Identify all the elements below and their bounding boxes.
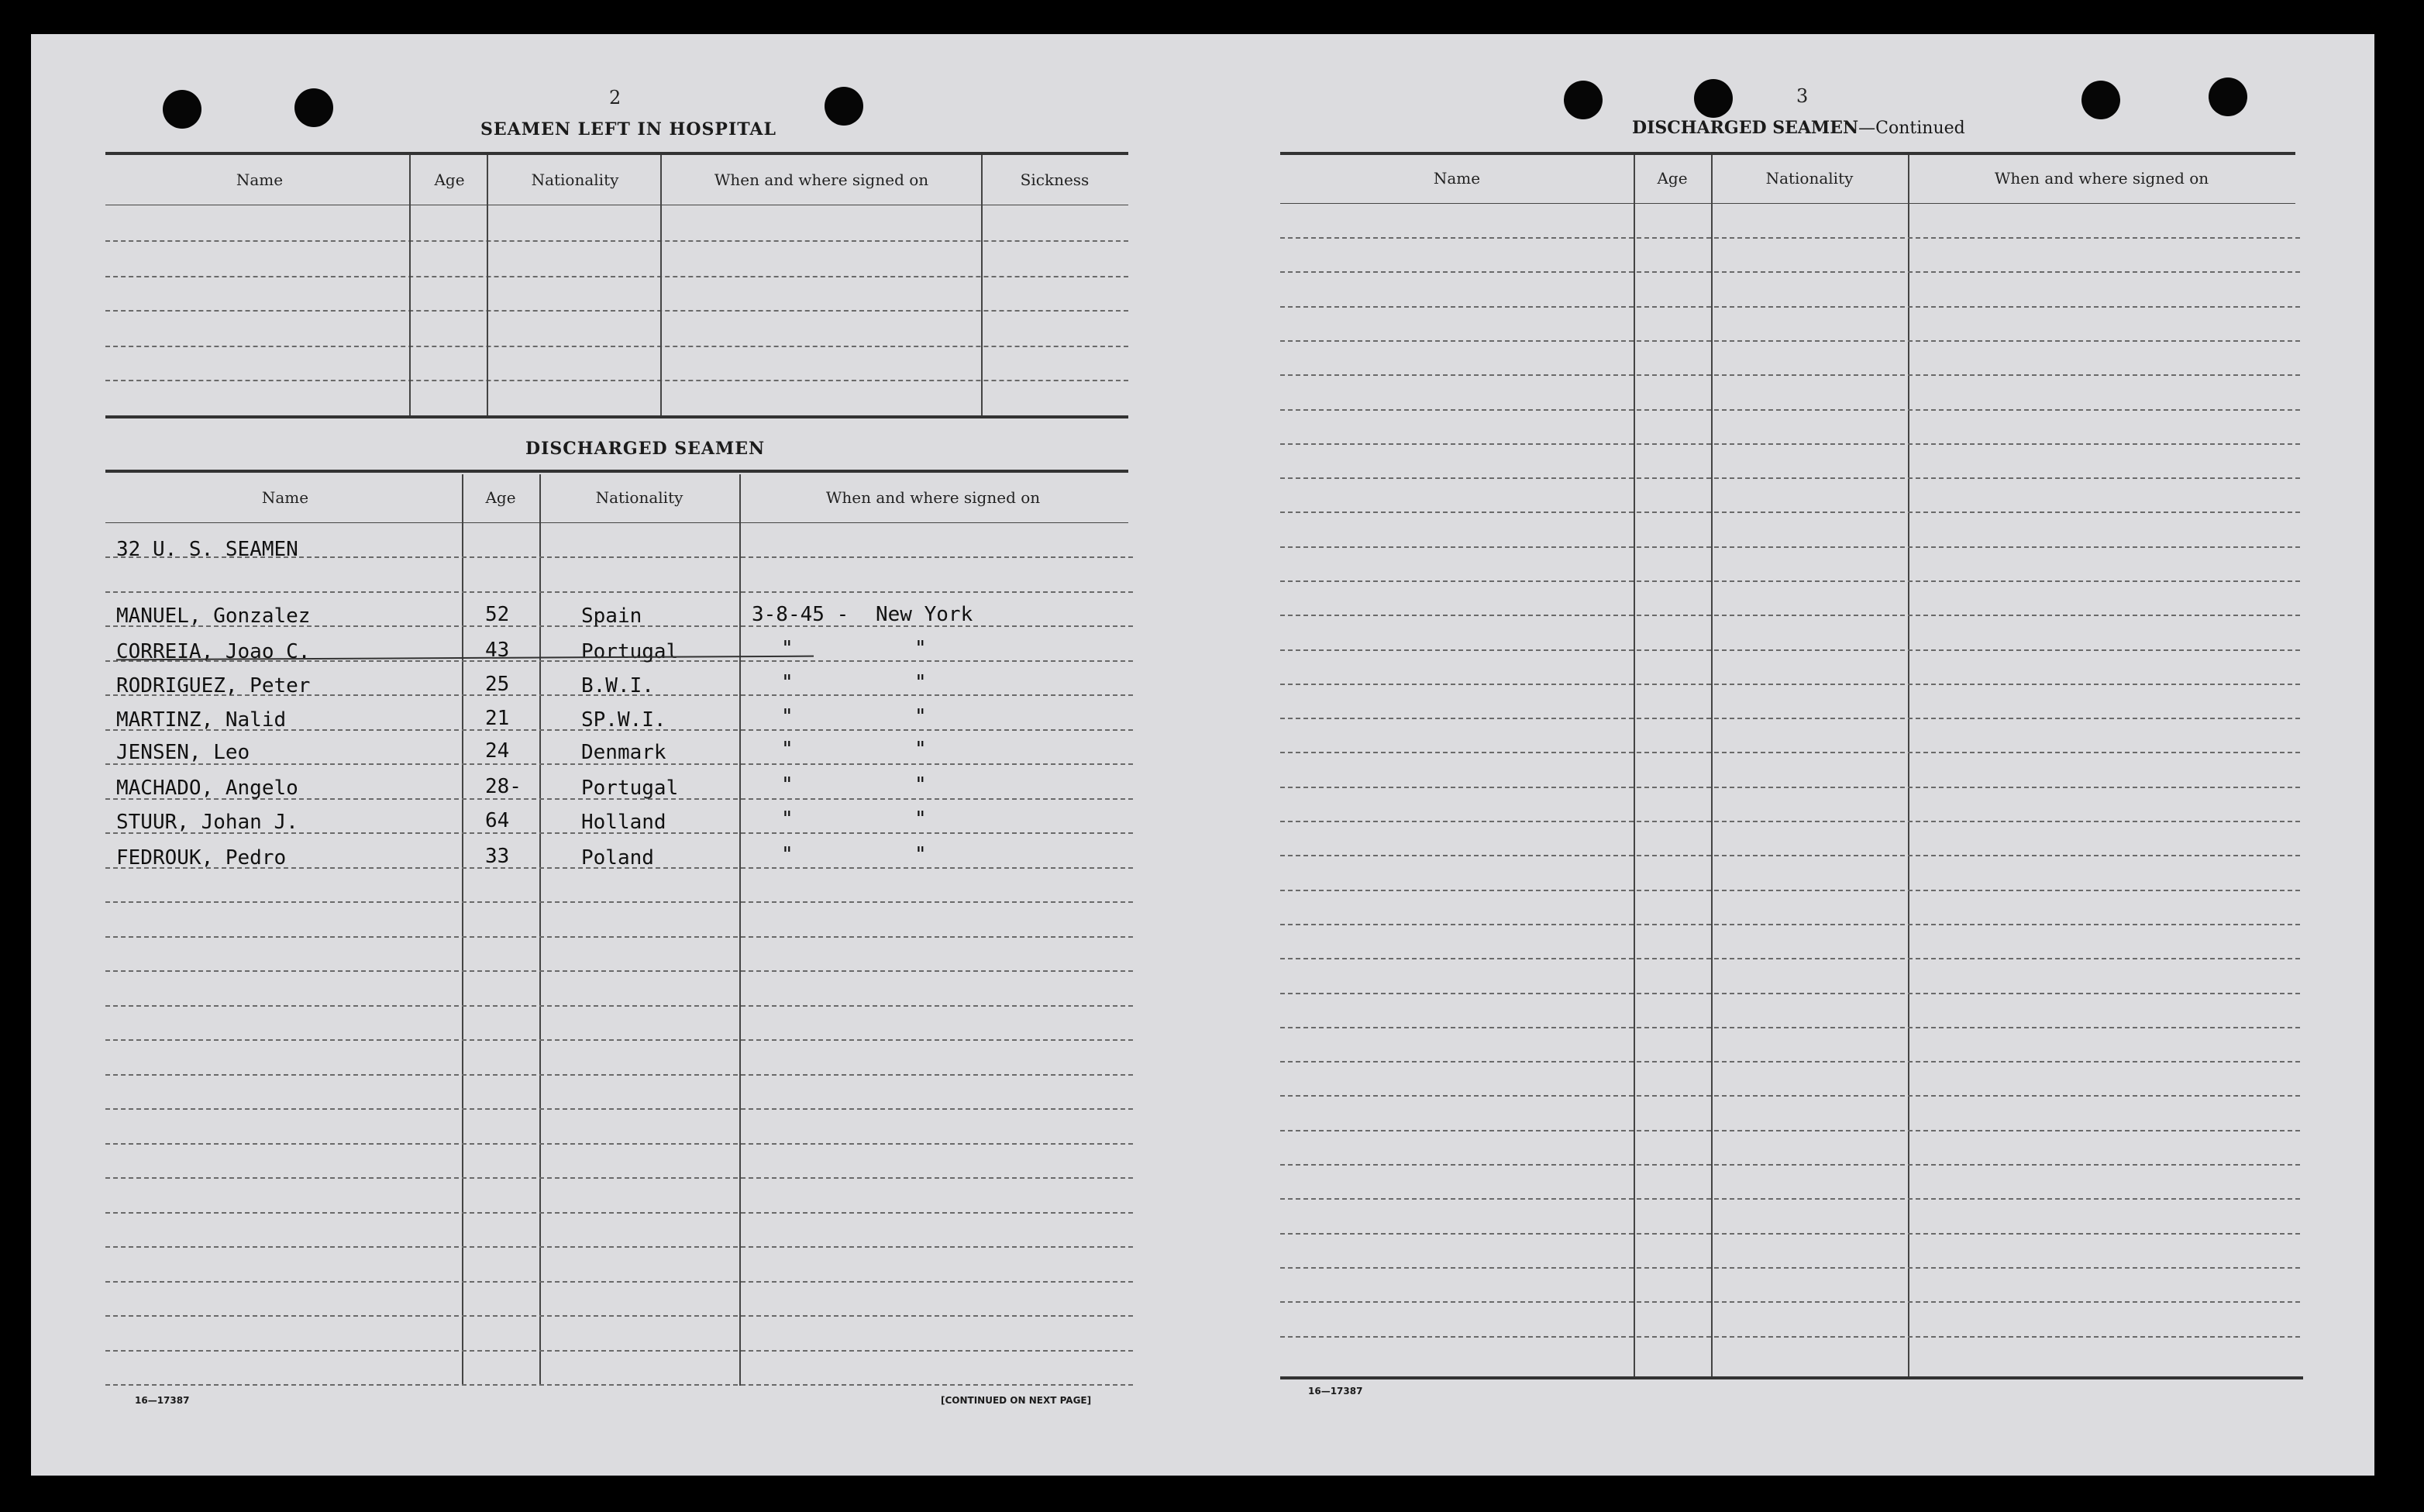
column-header-age: Age [434, 170, 465, 189]
row-rule [105, 936, 1133, 938]
form-number: 16—17387 [1308, 1386, 1363, 1397]
row-rule [1280, 1198, 2300, 1200]
seaman-nationality: Portugal [581, 640, 679, 663]
signed-on-place: " [914, 671, 927, 694]
column-header-name: Name [1433, 169, 1481, 188]
row-rule [1280, 409, 2300, 411]
seaman-nationality: Poland [581, 846, 654, 870]
punch-hole [2081, 81, 2120, 119]
punch-hole [1564, 81, 1603, 119]
title-suffix: —Continued [1858, 119, 1965, 138]
row-rule [105, 240, 1128, 242]
signed-on-date: " [781, 808, 794, 831]
signed-on-date: " [781, 738, 794, 761]
column-divider [1711, 155, 1713, 1376]
discharged-section-title: DISCHARGED SEAMEN [525, 439, 766, 459]
column-header-nationality: Nationality [1765, 169, 1854, 188]
column-header-nationality: Nationality [595, 488, 683, 507]
page-number: 3 [1796, 85, 1809, 107]
row-rule [105, 276, 1128, 277]
row-rule [1280, 855, 2300, 856]
row-rule [1280, 546, 2300, 548]
column-divider [660, 155, 662, 415]
column-header-sickness: Sickness [1020, 170, 1090, 189]
signed-on-place: " [914, 738, 927, 761]
column-header-name: Name [236, 170, 284, 189]
row-rule [1280, 271, 2300, 273]
row-rule [1280, 924, 2300, 925]
row-rule [105, 380, 1128, 381]
row-rule [105, 1315, 1133, 1317]
row-rule [1280, 787, 2300, 788]
seaman-nationality: B.W.I. [581, 674, 654, 697]
signed-on-place: New York [876, 603, 973, 626]
row-rule [1280, 1095, 2300, 1097]
row-rule [105, 970, 1133, 972]
continued-note: [CONTINUED ON NEXT PAGE] [941, 1395, 1092, 1406]
column-header-signed-on: When and where signed on [714, 170, 929, 189]
column-header-signed-on: When and where signed on [825, 488, 1041, 507]
seaman-age: 21 [485, 707, 510, 730]
table-top-rule [1280, 152, 2295, 155]
row-rule [1280, 443, 2300, 445]
row-rule [1280, 306, 2300, 308]
signed-on-place: " [914, 773, 927, 797]
seaman-age: 25 [485, 673, 510, 696]
row-rule [1280, 684, 2300, 685]
seaman-nationality: Denmark [581, 741, 666, 764]
table-top-rule [105, 470, 1128, 473]
column-divider [487, 155, 488, 415]
punch-hole [294, 88, 333, 127]
row-rule [1280, 1267, 2300, 1269]
row-rule [1280, 1336, 2300, 1338]
seaman-name: STUUR, Johan J. [116, 811, 298, 834]
row-rule [105, 1212, 1133, 1214]
punch-hole [1694, 79, 1733, 118]
signed-on-date: " [781, 637, 794, 660]
row-rule [1280, 477, 2300, 479]
signed-on-date: 3-8-45 - [752, 603, 849, 626]
seaman-age: 24 [485, 739, 510, 763]
row-rule [1280, 374, 2300, 376]
column-header-nationality: Nationality [531, 170, 619, 189]
row-rule [105, 1177, 1133, 1179]
table-top-rule [105, 152, 1128, 155]
seaman-age: 28- [485, 775, 522, 798]
row-rule [1280, 1027, 2300, 1028]
punch-hole [163, 90, 201, 129]
page-number: 2 [609, 87, 621, 108]
signed-on-date: " [781, 705, 794, 728]
row-rule [1280, 580, 2300, 582]
row-rule [1280, 1130, 2300, 1131]
seaman-age: 33 [485, 845, 510, 868]
row-rule [105, 1005, 1133, 1007]
header-rule [105, 522, 1128, 523]
signed-on-place: " [914, 843, 927, 866]
row-rule [1280, 993, 2300, 994]
row-rule [1280, 1164, 2300, 1166]
punch-hole [2209, 77, 2247, 116]
column-header-name: Name [261, 488, 309, 507]
punch-hole [825, 87, 863, 126]
row-rule [1280, 958, 2300, 959]
row-rule [105, 1281, 1133, 1283]
header-rule [1280, 203, 2295, 204]
row-rule [1280, 237, 2300, 239]
seaman-name: MANUEL, Gonzalez [116, 604, 311, 628]
signed-on-date: " [781, 843, 794, 866]
column-divider [1908, 155, 1909, 1376]
column-divider [409, 155, 411, 415]
column-header-age: Age [485, 488, 516, 507]
column-divider [462, 474, 463, 1386]
column-divider [1634, 155, 1635, 1376]
seaman-name: MACHADO, Angelo [116, 777, 298, 800]
table-bottom-rule [105, 415, 1128, 418]
row-rule [1280, 511, 2300, 513]
seaman-name: FEDROUK, Pedro [116, 846, 287, 870]
column-header-age: Age [1657, 169, 1688, 188]
row-rule [1280, 718, 2300, 719]
column-divider [739, 474, 741, 1386]
row-rule [105, 310, 1128, 312]
seaman-name: JENSEN, Leo [116, 741, 250, 764]
row-rule [1280, 1301, 2300, 1303]
seaman-age: 43 [485, 639, 510, 662]
seaman-name: MARTINZ, Nalid [116, 708, 287, 732]
column-divider [539, 474, 541, 1386]
table-bottom-rule [1280, 1376, 2303, 1379]
seaman-age: 64 [485, 809, 510, 832]
seaman-nationality: SP.W.I. [581, 708, 666, 732]
seaman-name: CORREIA, Joao C. [116, 640, 311, 663]
seaman-nationality: Holland [581, 811, 666, 834]
column-header-signed-on: When and where signed on [1994, 169, 2209, 188]
document-sheet [31, 34, 2374, 1476]
row-rule [1280, 752, 2300, 753]
discharged-continued-title [1632, 118, 1965, 138]
row-rule [1280, 649, 2300, 651]
row-rule [105, 901, 1133, 903]
seaman-name: RODRIGUEZ, Peter [116, 674, 311, 697]
signed-on-place: " [914, 808, 927, 831]
row-rule [105, 1246, 1133, 1248]
seaman-age: 52 [485, 603, 510, 626]
row-rule [105, 346, 1128, 347]
row-rule [105, 1039, 1133, 1041]
column-divider [981, 155, 983, 415]
row-rule [105, 1108, 1133, 1110]
seaman-nationality: Portugal [581, 777, 679, 800]
signed-on-date: " [781, 773, 794, 797]
row-rule [105, 1384, 1133, 1386]
row-rule [105, 1143, 1133, 1145]
row-rule [1280, 615, 2300, 616]
signed-on-date: " [781, 671, 794, 694]
title-main: DISCHARGED SEAMEN [1632, 118, 1859, 138]
seaman-nationality: Spain [581, 604, 642, 628]
row-rule [1280, 1061, 2300, 1063]
row-rule [105, 1074, 1133, 1076]
row-rule [1280, 340, 2300, 342]
row-rule [1280, 821, 2300, 822]
hospital-section-title: SEAMEN LEFT IN HOSPITAL [480, 119, 776, 139]
form-number: 16—17387 [135, 1395, 190, 1406]
row-rule [105, 591, 1133, 593]
row-rule [1280, 1233, 2300, 1235]
signed-on-place: " [914, 637, 927, 660]
row-rule [1280, 890, 2300, 891]
crew-note: 32 U. S. SEAMEN [116, 538, 298, 561]
signed-on-place: " [914, 705, 927, 728]
row-rule [105, 1350, 1133, 1352]
